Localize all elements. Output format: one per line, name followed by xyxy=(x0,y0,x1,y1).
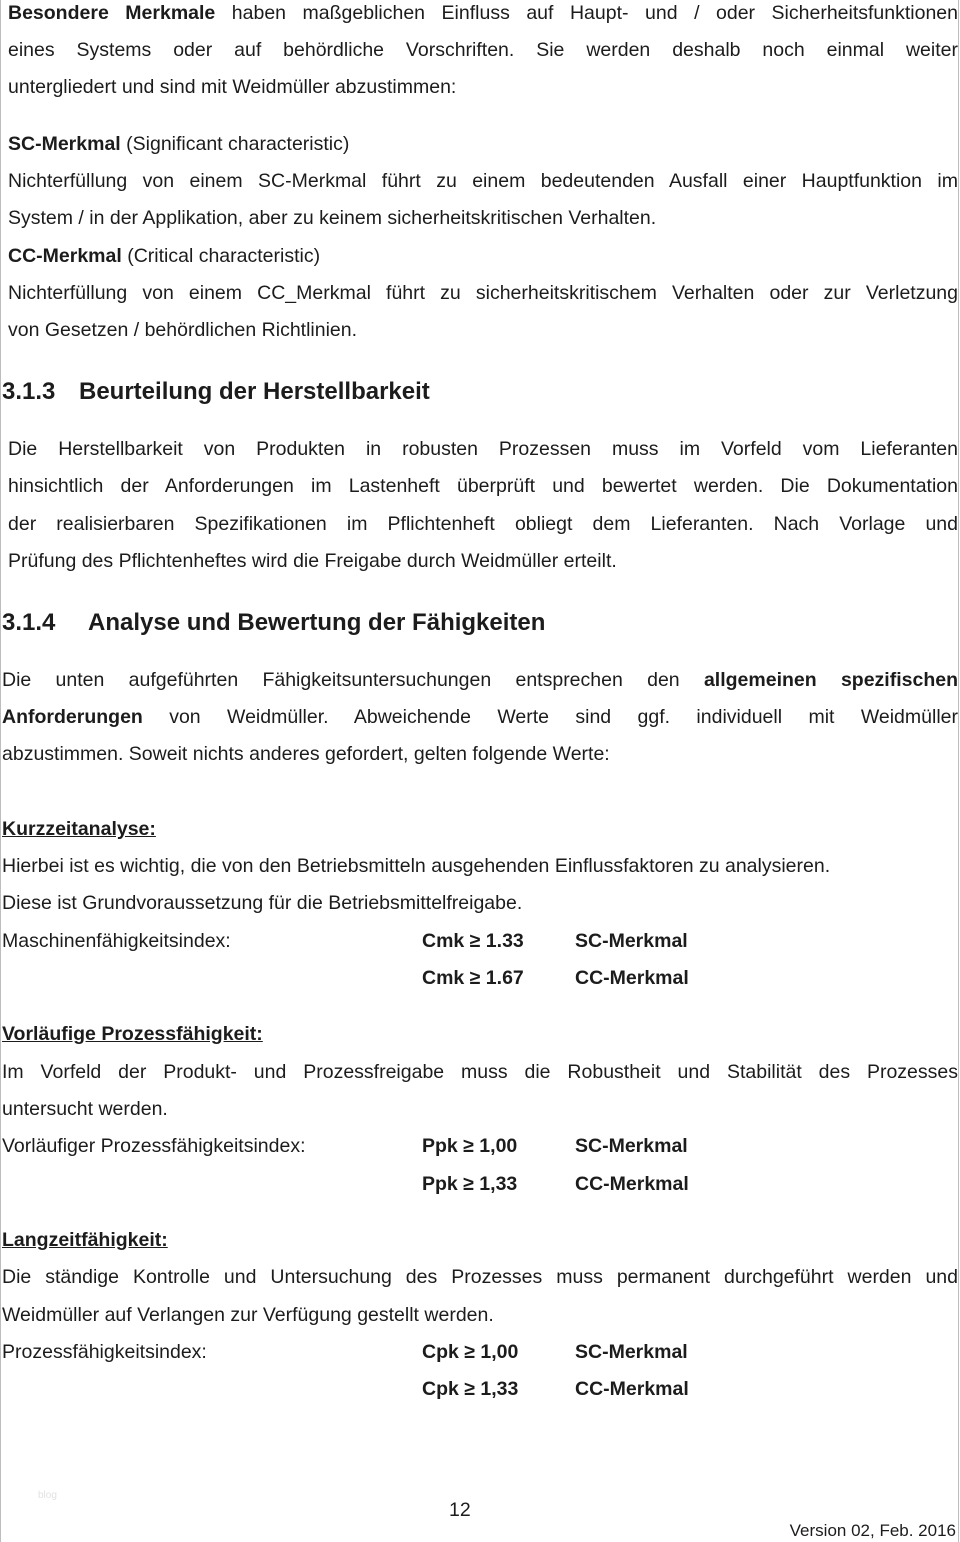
section-314-intro-line-3: abzustimmen. Soweit nichts anderes gefordert, gelten folgende Werte: xyxy=(2,743,610,765)
watermark: blog xyxy=(38,1490,57,1501)
merkmale-intro-line-2: eines Systems oder auf behördliche Vorschriften. Sie werden deshalb noch einmal weiter xyxy=(8,39,958,61)
cc-merkmal-line-2: von Gesetzen / behördlichen Richtlinien. xyxy=(8,319,358,341)
langzeit-value-2: Cpk ≥ 1,33 xyxy=(422,1378,519,1400)
vorlaeufig-merkmal-1: SC-Merkmal xyxy=(575,1135,688,1157)
section-313-title: Beurteilung der Herstellbarkeit xyxy=(79,378,430,405)
section-314-number: 3.1.4 xyxy=(2,609,56,636)
kurzzeit-merkmal-2: CC-Merkmal xyxy=(575,967,689,989)
sc-merkmal-line-1: Nichterfüllung von einem SC-Merkmal führt zu einem bedeutenden Ausfall einer Hauptfunktion im xyxy=(8,170,958,192)
vorlaeufig-value-2: Ppk ≥ 1,33 xyxy=(422,1173,518,1195)
cc-merkmal-title: CC-Merkmal (Critical characteristic) xyxy=(8,245,321,267)
langzeit-merkmal-1: SC-Merkmal xyxy=(575,1341,688,1363)
langzeit-heading: Langzeitfähigkeit: xyxy=(2,1229,168,1251)
section-313-heading xyxy=(2,377,430,407)
kurzzeit-line-1: Hierbei ist es wichtig, die von den Betriebsmitteln ausgehenden Einflussfaktoren zu analysieren. xyxy=(2,855,831,877)
langzeit-line-1: Die ständige Kontrolle und Untersuchung des Prozesses muss permanent durchgeführt werden und xyxy=(2,1266,958,1288)
vorlaeufig-index-label: Vorläufiger Prozessfähigkeitsindex: xyxy=(2,1135,306,1157)
section-313-line-2: hinsichtlich der Anforderungen im Lastenheft überprüft und bewertet werden. Die Dokumentation xyxy=(8,475,958,497)
merkmale-intro-line-1: Besondere Merkmale haben maßgeblichen Einfluss auf Haupt- und / oder Sicherheitsfunktionen xyxy=(8,2,958,24)
langzeit-line-2: Weidmüller auf Verlangen zur Verfügung gestellt werden. xyxy=(2,1304,494,1326)
section-313-line-1: Die Herstellbarkeit von Produkten in robusten Prozessen muss im Vorfeld vom Lieferanten xyxy=(8,438,958,460)
kurzzeit-line-2: Diese ist Grundvoraussetzung für die Betriebsmittelfreigabe. xyxy=(2,892,523,914)
version-label: Version 02, Feb. 2016 xyxy=(789,1521,956,1540)
sc-merkmal-line-2: System / in der Applikation, aber zu keinem sicherheitskritischen Verhalten. xyxy=(8,207,657,229)
sc-merkmal-title: SC-Merkmal (Significant characteristic) xyxy=(8,133,350,155)
vorlaeufig-line-2: untersucht werden. xyxy=(2,1098,168,1120)
page-number: 12 xyxy=(449,1499,471,1521)
vorlaeufig-heading: Vorläufige Prozessfähigkeit: xyxy=(2,1023,263,1045)
section-314-intro-line-1: Die unten aufgeführten Fähigkeitsuntersuchungen entsprechen den allgemeinen spezifischen xyxy=(2,669,958,691)
section-313-number: 3.1.3 xyxy=(2,378,56,405)
merkmale-intro-line-3: untergliedert und sind mit Weidmüller abzustimmen: xyxy=(8,76,457,98)
kurzzeit-index-label: Maschinenfähigkeitsindex: xyxy=(2,930,231,952)
vorlaeufig-line-1: Im Vorfeld der Produkt- und Prozessfreigabe muss die Robustheit und Stabilität des Prozesses xyxy=(2,1061,958,1083)
langzeit-value-1: Cpk ≥ 1,00 xyxy=(422,1341,519,1363)
cc-merkmal-line-1: Nichterfüllung von einem CC_Merkmal führt zu sicherheitskritischem Verhalten oder zur Verletzung xyxy=(8,282,958,304)
section-313-line-3: der realisierbaren Spezifikationen im Pflichtenheft obliegt dem Lieferanten. Nach Vorlage und xyxy=(8,513,958,535)
section-314-title: Analyse und Bewertung der Fähigkeiten xyxy=(88,609,546,636)
section-314-heading xyxy=(2,608,545,638)
vorlaeufig-value-1: Ppk ≥ 1,00 xyxy=(422,1135,518,1157)
kurzzeit-merkmal-1: SC-Merkmal xyxy=(575,930,688,952)
kurzzeit-value-1: Cmk ≥ 1.33 xyxy=(422,930,524,952)
langzeit-index-label: Prozessfähigkeitsindex: xyxy=(2,1341,207,1363)
kurzzeit-heading: Kurzzeitanalyse: xyxy=(2,818,156,840)
vorlaeufig-merkmal-2: CC-Merkmal xyxy=(575,1173,689,1195)
kurzzeit-value-2: Cmk ≥ 1.67 xyxy=(422,967,524,989)
page-border-right xyxy=(958,0,959,1542)
section-314-intro-line-2: Anforderungen von Weidmüller. Abweichende Werte sind ggf. individuell mit Weidmüller xyxy=(2,706,958,728)
section-313-line-4: Prüfung des Pflichtenheftes wird die Freigabe durch Weidmüller erteilt. xyxy=(8,550,617,572)
langzeit-merkmal-2: CC-Merkmal xyxy=(575,1378,689,1400)
